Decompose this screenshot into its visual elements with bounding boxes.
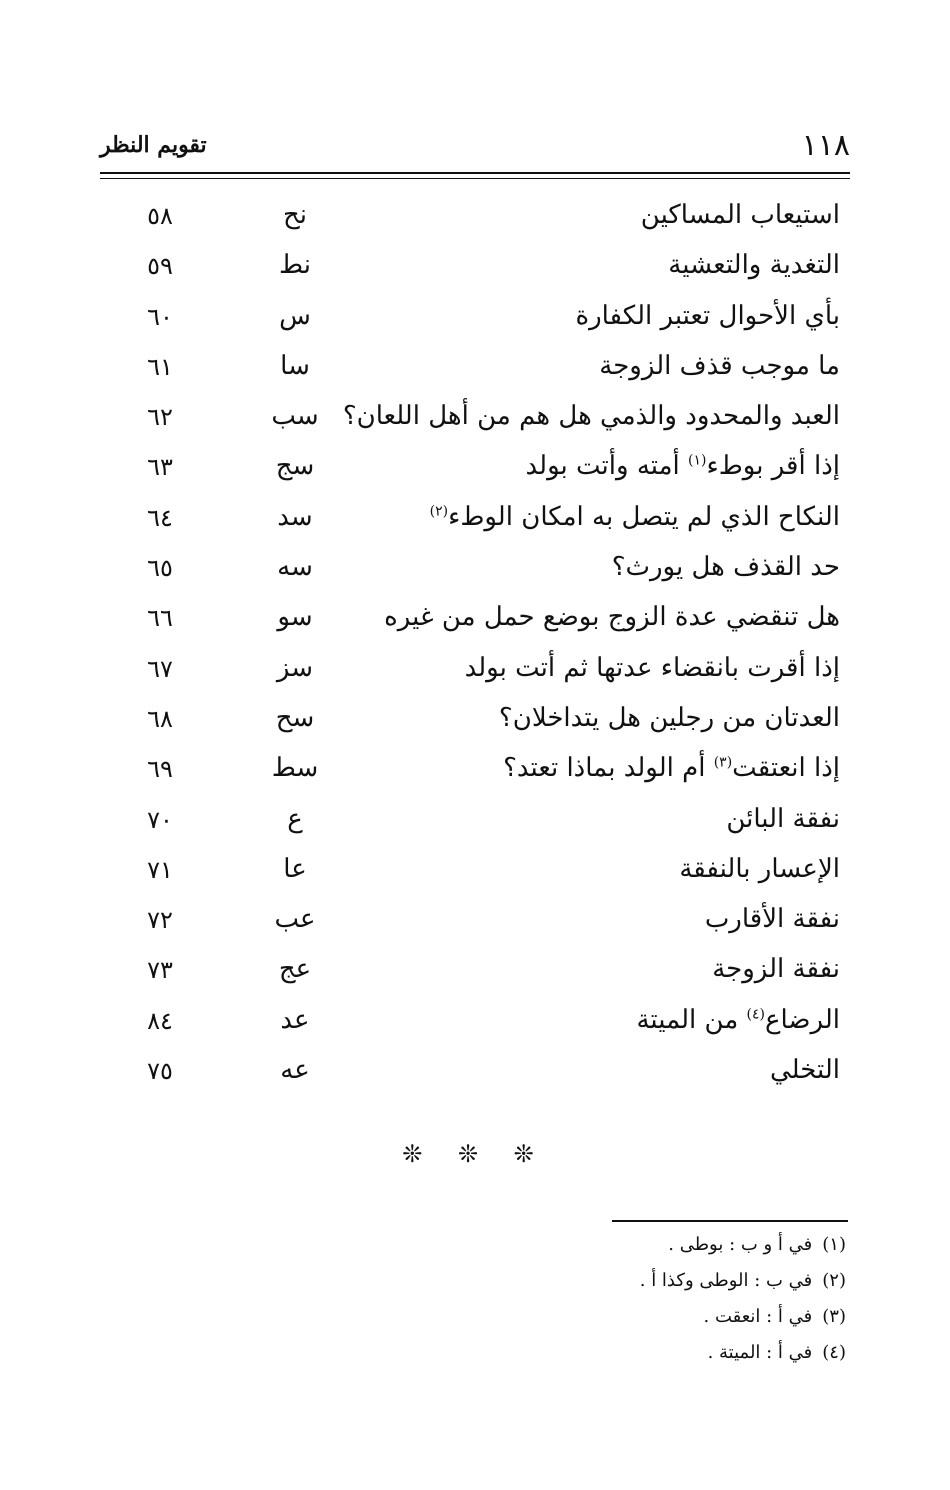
entry-code: س: [279, 300, 311, 331]
entry-title: إذا انعتقت$^{(٣)}$ أم الولد بماذا تعتد؟: [503, 753, 840, 784]
entry-number: ٧٣: [147, 956, 173, 985]
entry-title: العدتان من رجلين هل يتداخلان؟: [498, 702, 840, 733]
footnote: [446, 1342, 846, 1378]
entry-number: ٥٨: [147, 202, 173, 230]
entry-number: ٦٠: [147, 302, 173, 331]
footnote-number: (١): [822, 1234, 846, 1255]
entry-number: ٦٦: [147, 604, 173, 633]
footnote-text: في أ و ب : بوطى .: [668, 1234, 813, 1255]
footnote: [446, 1234, 846, 1270]
footnote-number: (٤): [822, 1342, 846, 1363]
entry-title: التخلي: [769, 1055, 840, 1086]
index-row: [100, 596, 850, 646]
entry-title: الإعسار بالنفقة: [679, 853, 840, 884]
entry-number: ٧٢: [147, 906, 173, 935]
entry-title: إذا أقر بوطء$^{(١)}$ أمته وأتت بولد: [525, 451, 840, 482]
footnote-text: في ب : الوطى وكذا أ .: [639, 1270, 813, 1291]
index-row: [100, 244, 850, 294]
entry-code: عا: [283, 853, 307, 884]
footnote-text: في أ : الميتة .: [707, 1342, 813, 1363]
index-row: [100, 798, 850, 848]
entry-number: ٦٧: [147, 654, 173, 683]
footnote-number: (٣): [822, 1306, 846, 1327]
entry-title: ما موجب قذف الزوجة: [599, 350, 840, 381]
entry-code: سا: [280, 350, 310, 381]
entry-code: سط: [271, 753, 319, 784]
index-row: [100, 295, 850, 345]
index-row: [100, 848, 850, 898]
entry-number: ٨٤: [147, 1006, 173, 1035]
entry-title: النكاح الذي لم يتصل به امكان الوطء$^{(٢)}$: [429, 501, 840, 532]
index-row: [100, 395, 850, 445]
footnote-marker: (٢): [429, 503, 449, 520]
entry-code: عه: [280, 1055, 310, 1086]
entry-title: حد القذف هل يورث؟: [611, 552, 840, 583]
page-header: [100, 128, 850, 168]
entry-code: عج: [278, 954, 312, 985]
index-row: [100, 345, 850, 395]
entry-number: ٦١: [147, 352, 173, 381]
entry-title: بأي الأحوال تعتبر الكفارة: [575, 300, 840, 331]
entry-number: ٦٢: [147, 403, 173, 432]
footnote: [446, 1306, 846, 1342]
entry-number: ٦٨: [147, 704, 173, 733]
entry-title: الرضاع$^{(٤)}$ من الميتة: [636, 1004, 840, 1035]
entry-title: العبد والمحدود والذمي هل هم من أهل اللعان؟: [342, 401, 840, 432]
entry-title: استيعاب المساكين: [640, 200, 840, 230]
entry-number: ٧١: [147, 855, 173, 884]
index-row: [100, 546, 850, 596]
index-row: [100, 496, 850, 546]
entry-code: نط: [279, 250, 311, 281]
entry-number: ٦٤: [147, 503, 173, 532]
entry-code: ع: [287, 803, 303, 834]
footnote-marker: (٣): [713, 754, 733, 771]
entry-number: ٦٥: [147, 554, 173, 583]
footnote-number: (٢): [822, 1270, 846, 1291]
entry-code: نح: [282, 200, 308, 230]
entry-title: نفقة الأقارب: [704, 904, 840, 935]
entry-code: سح: [275, 702, 315, 733]
index-row: [100, 1049, 850, 1099]
entry-number: ٥٩: [147, 252, 173, 281]
section-separator: ❊ ❊ ❊: [402, 1140, 548, 1168]
index-row: [100, 647, 850, 697]
entry-number: ٧٠: [147, 805, 173, 834]
footnote-text: في أ : انعقت .: [703, 1306, 813, 1327]
entry-code: سه: [277, 552, 313, 583]
entry-code: سج: [275, 451, 315, 482]
footnote: [446, 1270, 846, 1306]
index-table: [100, 194, 850, 1099]
index-row: [100, 747, 850, 797]
entry-title: نفقة الزوجة: [712, 954, 840, 985]
entry-title: هل تنقضي عدة الزوج بوضع حمل من غيره: [384, 602, 840, 633]
entry-number: ٦٩: [147, 755, 173, 784]
footnote-marker: (١): [688, 452, 707, 469]
index-row: [100, 697, 850, 747]
entry-number: ٦٣: [147, 453, 173, 482]
page-number: ١١٨: [801, 128, 850, 163]
header-rule: [100, 172, 850, 179]
index-row: [100, 445, 850, 495]
entry-code: سد: [277, 501, 313, 532]
entry-title: نفقة البائن: [726, 803, 840, 834]
index-row: [100, 194, 850, 244]
index-row: [100, 999, 850, 1049]
entry-title: التغدية والتعشية: [668, 250, 840, 281]
footnote-marker: (٤): [746, 1006, 765, 1023]
index-row: [100, 898, 850, 948]
entry-number: ٧٥: [147, 1057, 173, 1086]
footnotes: [446, 1234, 846, 1378]
running-title: تقويم النظر: [100, 132, 207, 158]
entry-code: عد: [280, 1004, 310, 1035]
entry-code: سب: [271, 401, 319, 432]
entry-title: إذا أقرت بانقضاء عدتها ثم أتت بولد: [464, 652, 840, 683]
footnote-rule: [612, 1220, 848, 1222]
entry-code: سز: [276, 652, 314, 683]
index-row: [100, 948, 850, 998]
entry-code: عب: [274, 904, 316, 935]
entry-code: سو: [277, 602, 313, 633]
